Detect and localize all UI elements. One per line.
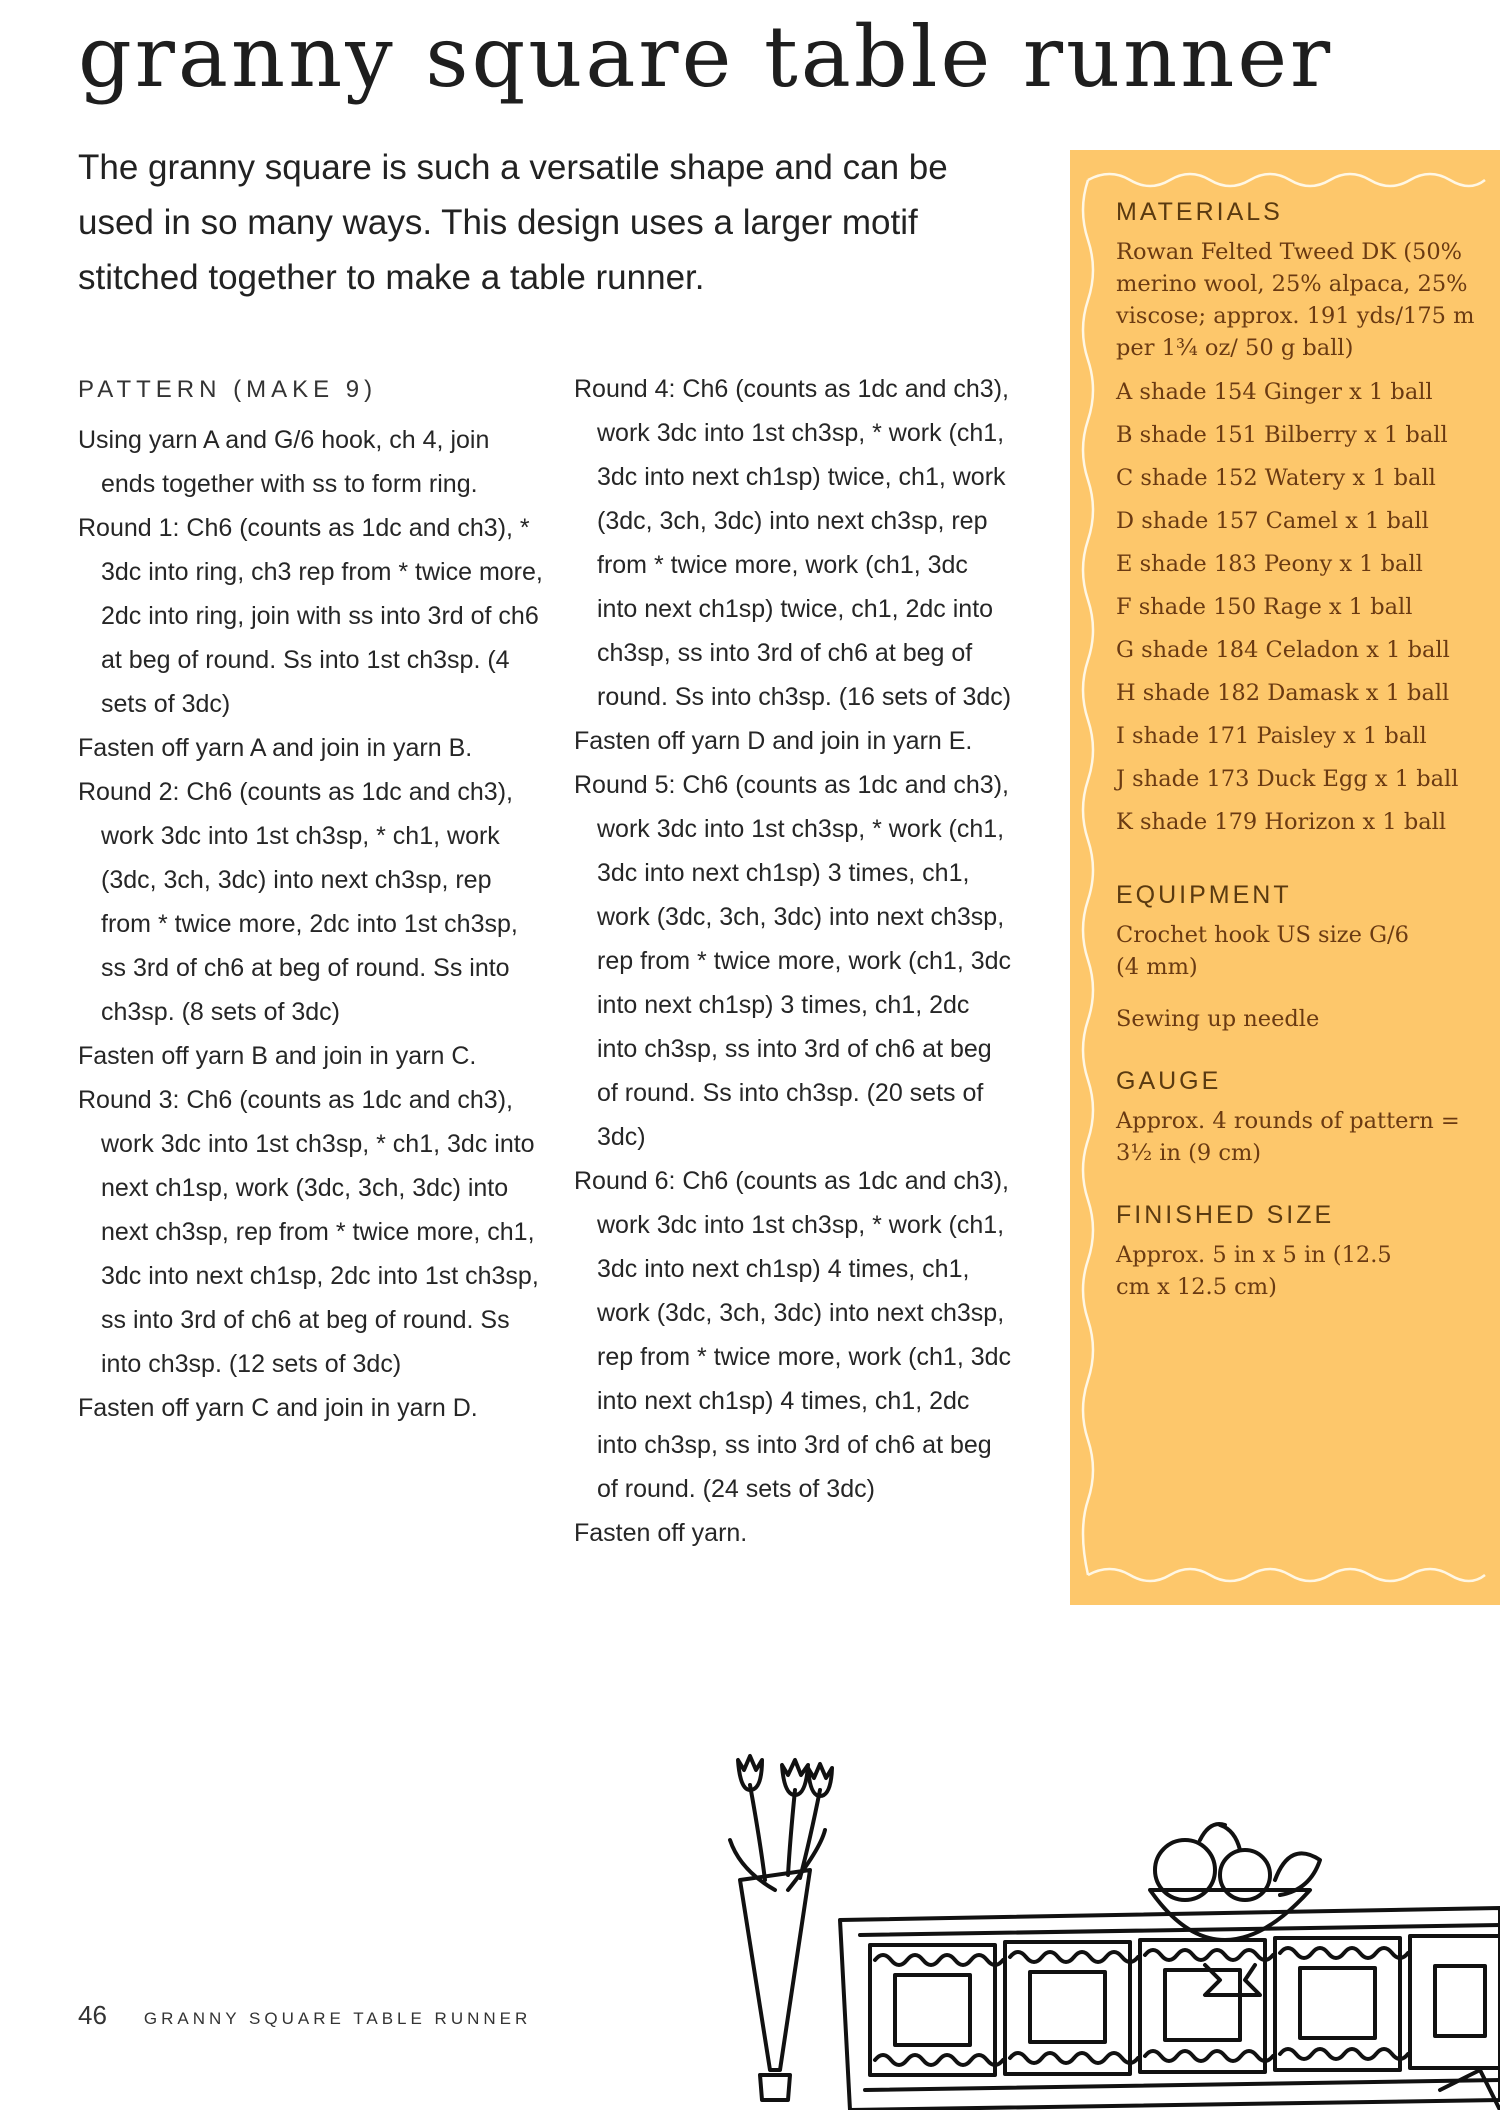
pattern-step: Fasten off yarn D and join in yarn E. [574,727,973,755]
shade-item: J shade 173 Duck Egg x 1 ball [1116,766,1459,792]
shade-item: G shade 184 Celadon x 1 ball [1116,637,1450,663]
shade-item: A shade 154 Ginger x 1 ball [1116,379,1433,405]
pattern-step: Round 6: Ch6 (counts as 1dc and ch3), work 3dc into 1st ch3sp, * work (ch1, 3dc into next ch1sp) 4 times, ch1, work (3dc, 3ch, 3dc) into next ch3sp, rep from * twice more, work (ch1, 3dc into next ch1sp) 4 times, ch1, 2dc into ch3sp, ss into 3rd of ch6 at beg of round. (24 sets of 3dc) [574,1167,1012,1503]
pattern-step: Round 2: Ch6 (counts as 1dc and ch3), work 3dc into 1st ch3sp, * ch1, work (3dc, 3ch, 3dc) into next ch3sp, rep from * twice more, 2dc into 1st ch3sp, ss 3rd of ch6 at beg of round. Ss into ch3sp. (8 sets of 3dc) [78,778,518,1026]
gauge-heading: GAUGE [1116,1067,1222,1095]
materials-content [1116,194,1491,1303]
page-footer [78,2000,531,2031]
materials-heading: MATERIALS [1116,198,1283,226]
finished-size-heading: FINISHED SIZE [1116,1201,1335,1229]
pattern-column-left [78,370,548,1430]
finished-size-text: Approx. 5 in x 5 in (12.5 cm x 12.5 cm) [1116,1242,1392,1300]
equipment-hook: Crochet hook US size G/6 (4 mm) [1116,922,1409,980]
pattern-step: Fasten off yarn A and join in yarn B. [78,734,473,762]
pattern-step: Round 3: Ch6 (counts as 1dc and ch3), work 3dc into 1st ch3sp, * ch1, 3dc into next ch1sp, work (3dc, 3ch, 3dc) into next ch3sp, rep from * twice more, ch1, 3dc into next ch1sp, 2dc into 1st ch3sp, ss into 3rd of ch6 at beg of round. Ss into ch3sp. (12 sets of 3dc) [78,1086,539,1378]
shade-item: H shade 182 Damask x 1 ball [1116,680,1450,706]
shade-item: F shade 150 Rage x 1 ball [1116,594,1413,620]
gauge-text: Approx. 4 rounds of pattern = 3½ in (9 cm) [1116,1108,1460,1166]
equipment-needle: Sewing up needle [1116,1006,1320,1032]
pattern-step: Round 1: Ch6 (counts as 1dc and ch3), * 3dc into ring, ch3 rep from * twice more, 2dc into ring, join with ss into 3rd of ch6 at beg of round. Ss into 1st ch3sp. (4 sets of 3dc) [78,514,543,718]
shade-item: C shade 152 Watery x 1 ball [1116,465,1436,491]
table-runner-illustration-icon [700,1730,1500,2110]
pattern-step: Fasten off yarn B and join in yarn C. [78,1042,477,1070]
pattern-step: Round 5: Ch6 (counts as 1dc and ch3), work 3dc into 1st ch3sp, * work (ch1, 3dc into next ch1sp) 3 times, ch1, work (3dc, 3ch, 3dc) into next ch3sp, rep from * twice more, work (ch1, 3dc into next ch1sp) 3 times, ch1, 2dc into ch3sp, ss into 3rd of ch6 at beg of round. Ss into ch3sp. (20 sets of 3dc) [574,771,1012,1151]
shade-item: D shade 157 Camel x 1 ball [1116,508,1429,534]
pattern-step: Round 4: Ch6 (counts as 1dc and ch3), work 3dc into 1st ch3sp, * work (ch1, 3dc into next ch1sp) twice, ch1, work (3dc, 3ch, 3dc) into next ch3sp, rep from * twice more, work (ch1, 3dc into next ch1sp) twice, ch1, 2dc into ch3sp, ss into 3rd of ch6 at beg of round. Ss into ch3sp. (16 sets of 3dc) [574,375,1012,711]
page-number: 46 [78,2000,107,2030]
materials-sidebar [1070,150,1500,1605]
pattern-column-right [574,367,1014,1555]
pattern-step: Fasten off yarn C and join in yarn D. [78,1394,478,1422]
shade-item: B shade 151 Bilberry x 1 ball [1116,422,1448,448]
equipment-heading: EQUIPMENT [1116,881,1292,909]
materials-yarn-text: Rowan Felted Tweed DK (50% merino wool, 25% alpaca, 25% viscose; approx. 191 yds/175 m per 1¾ oz/ 50 g ball) [1116,239,1475,361]
running-title: GRANNY SQUARE TABLE RUNNER [143,2009,532,2028]
pattern-heading: PATTERN (MAKE 9) [78,376,378,403]
shade-item: I shade 171 Paisley x 1 ball [1116,723,1427,749]
intro-paragraph: The granny square is such a versatile shape and can be used in so many ways. This design uses a larger motif stitched together to make a table runner. [78,148,948,297]
page-title: granny square table runner [78,8,1334,106]
pattern-step: Fasten off yarn. [574,1519,748,1547]
pattern-step: Using yarn A and G/6 hook, ch 4, join ends together with ss to form ring. [78,426,490,498]
shade-item: K shade 179 Horizon x 1 ball [1116,809,1447,835]
shade-item: E shade 183 Peony x 1 ball [1116,551,1423,577]
